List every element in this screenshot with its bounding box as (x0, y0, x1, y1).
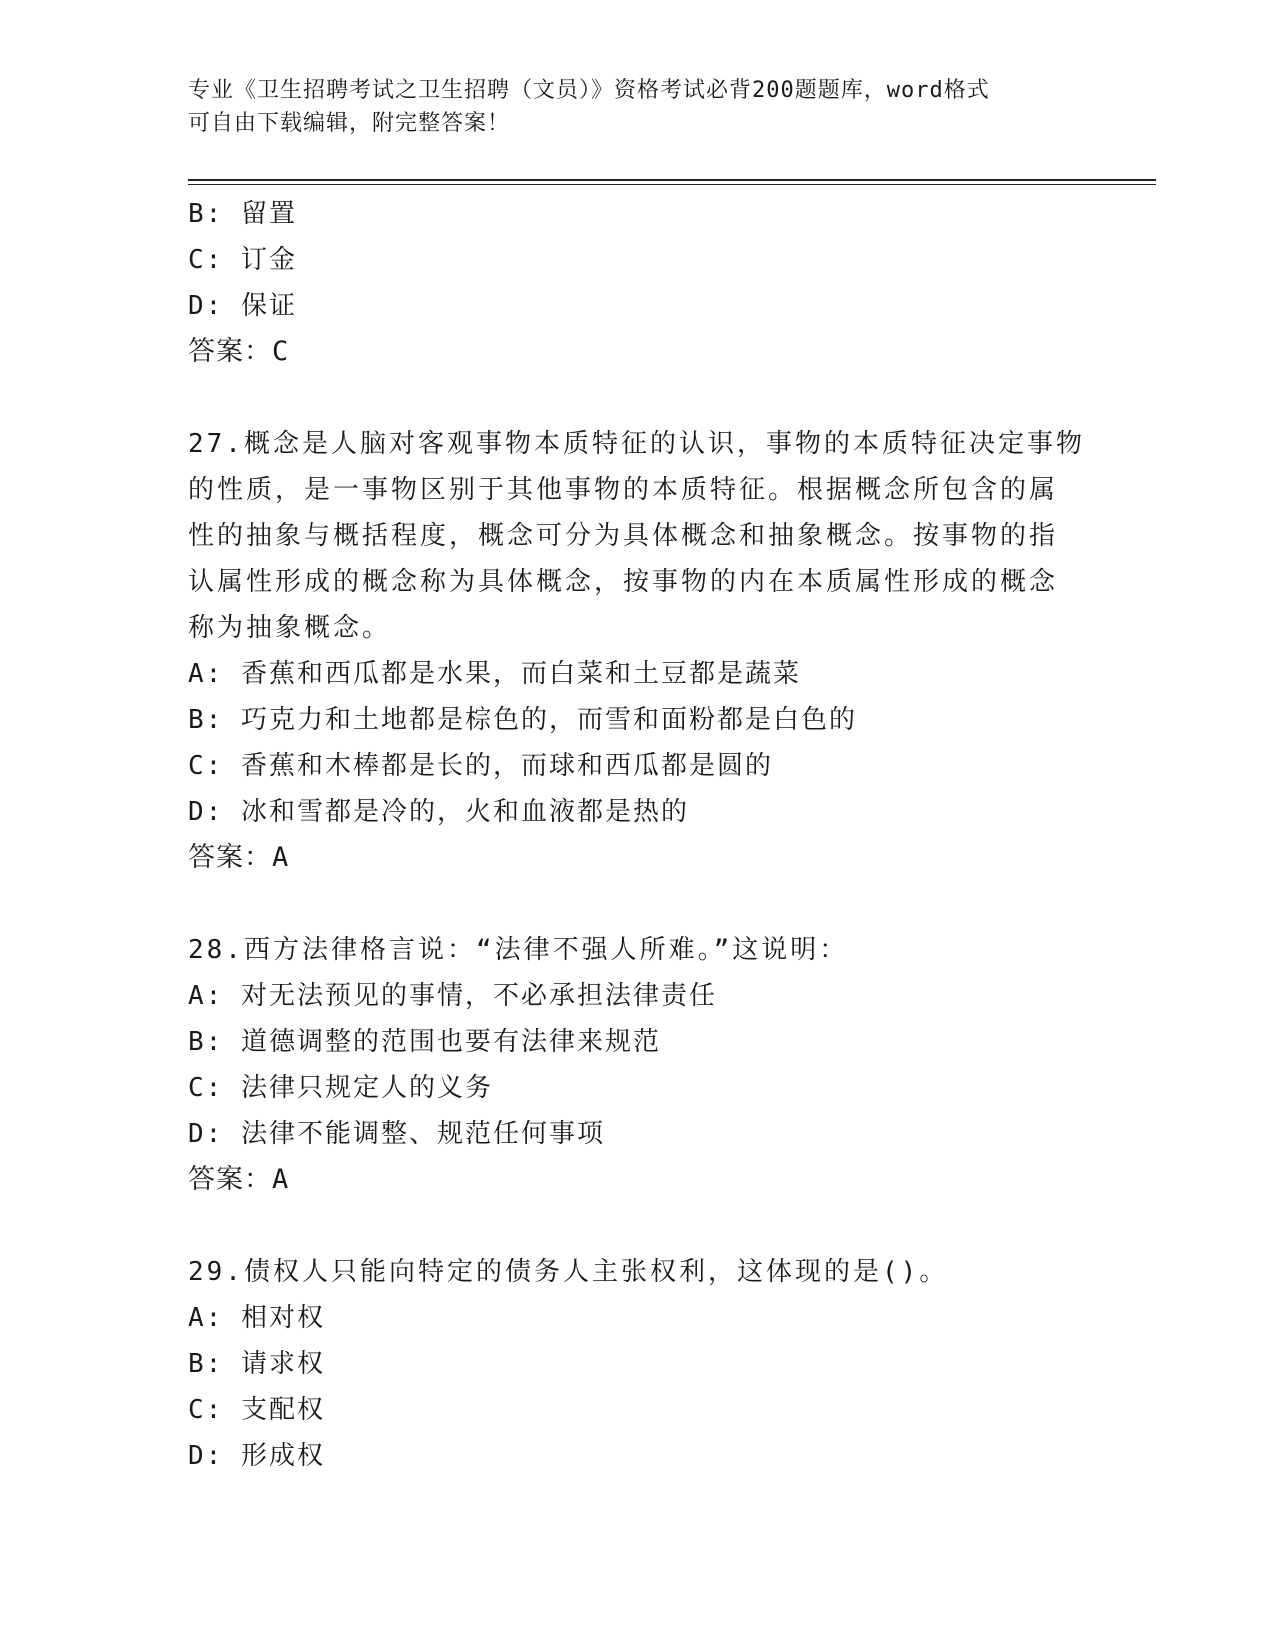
option-line: A: 香蕉和西瓜都是水果，而白菜和土豆都是蔬菜 (188, 659, 801, 689)
option-line: D: 保证 (188, 291, 297, 321)
stem-line: 27.概念是人脑对客观事物本质特征的认识，事物的本质特征决定事物 (188, 429, 1085, 459)
stem-line: 的性质，是一事物区别于其他事物的本质特征。根据概念所包含的属 (188, 475, 1059, 505)
stem-line: 性的抽象与概括程度，概念可分为具体概念和抽象概念。按事物的指 (188, 521, 1059, 551)
option-line: B: 道德调整的范围也要有法律来规范 (188, 1027, 661, 1057)
question-fragment (188, 191, 1088, 375)
spacer (188, 881, 1088, 927)
header-rule-thick (188, 179, 1156, 181)
stem-line: 认属性形成的概念称为具体概念，按事物的内在本质属性形成的概念 (188, 567, 1059, 597)
header-line-2: 可自由下载编辑，附完整答案！ (188, 111, 511, 136)
option-line: D: 形成权 (188, 1441, 325, 1471)
option-line: B: 巧克力和土地都是棕色的，而雪和面粉都是白色的 (188, 705, 857, 735)
option-line: A: 相对权 (188, 1303, 325, 1333)
question-29 (188, 1249, 1088, 1479)
option-line: D: 法律不能调整、规范任何事项 (188, 1119, 605, 1149)
option-line: B: 请求权 (188, 1349, 325, 1379)
option-line: A: 对无法预见的事情，不必承担法律责任 (188, 981, 717, 1011)
option-line: C: 法律只规定人的义务 (188, 1073, 493, 1103)
question-28 (188, 927, 1088, 1203)
spacer (188, 375, 1088, 421)
answer-line: 答案：C (188, 336, 290, 367)
option-line: C: 订金 (188, 245, 297, 275)
option-line: C: 香蕉和木棒都是长的，而球和西瓜都是圆的 (188, 751, 773, 781)
option-line: C: 支配权 (188, 1395, 325, 1425)
question-stem (188, 1249, 1088, 1295)
question-stem (188, 927, 1088, 973)
stem-line: 称为抽象概念。 (188, 613, 392, 643)
option-line: B: 留置 (188, 199, 297, 229)
answer-line: 答案：A (188, 1164, 290, 1195)
header-rule-thin (188, 184, 1156, 185)
answer-line: 答案：A (188, 842, 290, 873)
stem-line: 28.西方法律格言说：“法律不强人所难。”这说明： (188, 935, 849, 965)
document-body (188, 191, 1088, 1479)
spacer (188, 1203, 1088, 1249)
question-27 (188, 421, 1088, 881)
header-line-1: 专业《卫生招聘考试之卫生招聘（文员）》资格考试必背200题题库，word格式 (188, 78, 990, 103)
stem-line: 29.债权人只能向特定的债务人主张权利，这体现的是()。 (188, 1257, 949, 1287)
option-line: D: 冰和雪都是冷的，火和血液都是热的 (188, 797, 689, 827)
question-stem (188, 421, 1088, 651)
document-header (188, 74, 1068, 140)
